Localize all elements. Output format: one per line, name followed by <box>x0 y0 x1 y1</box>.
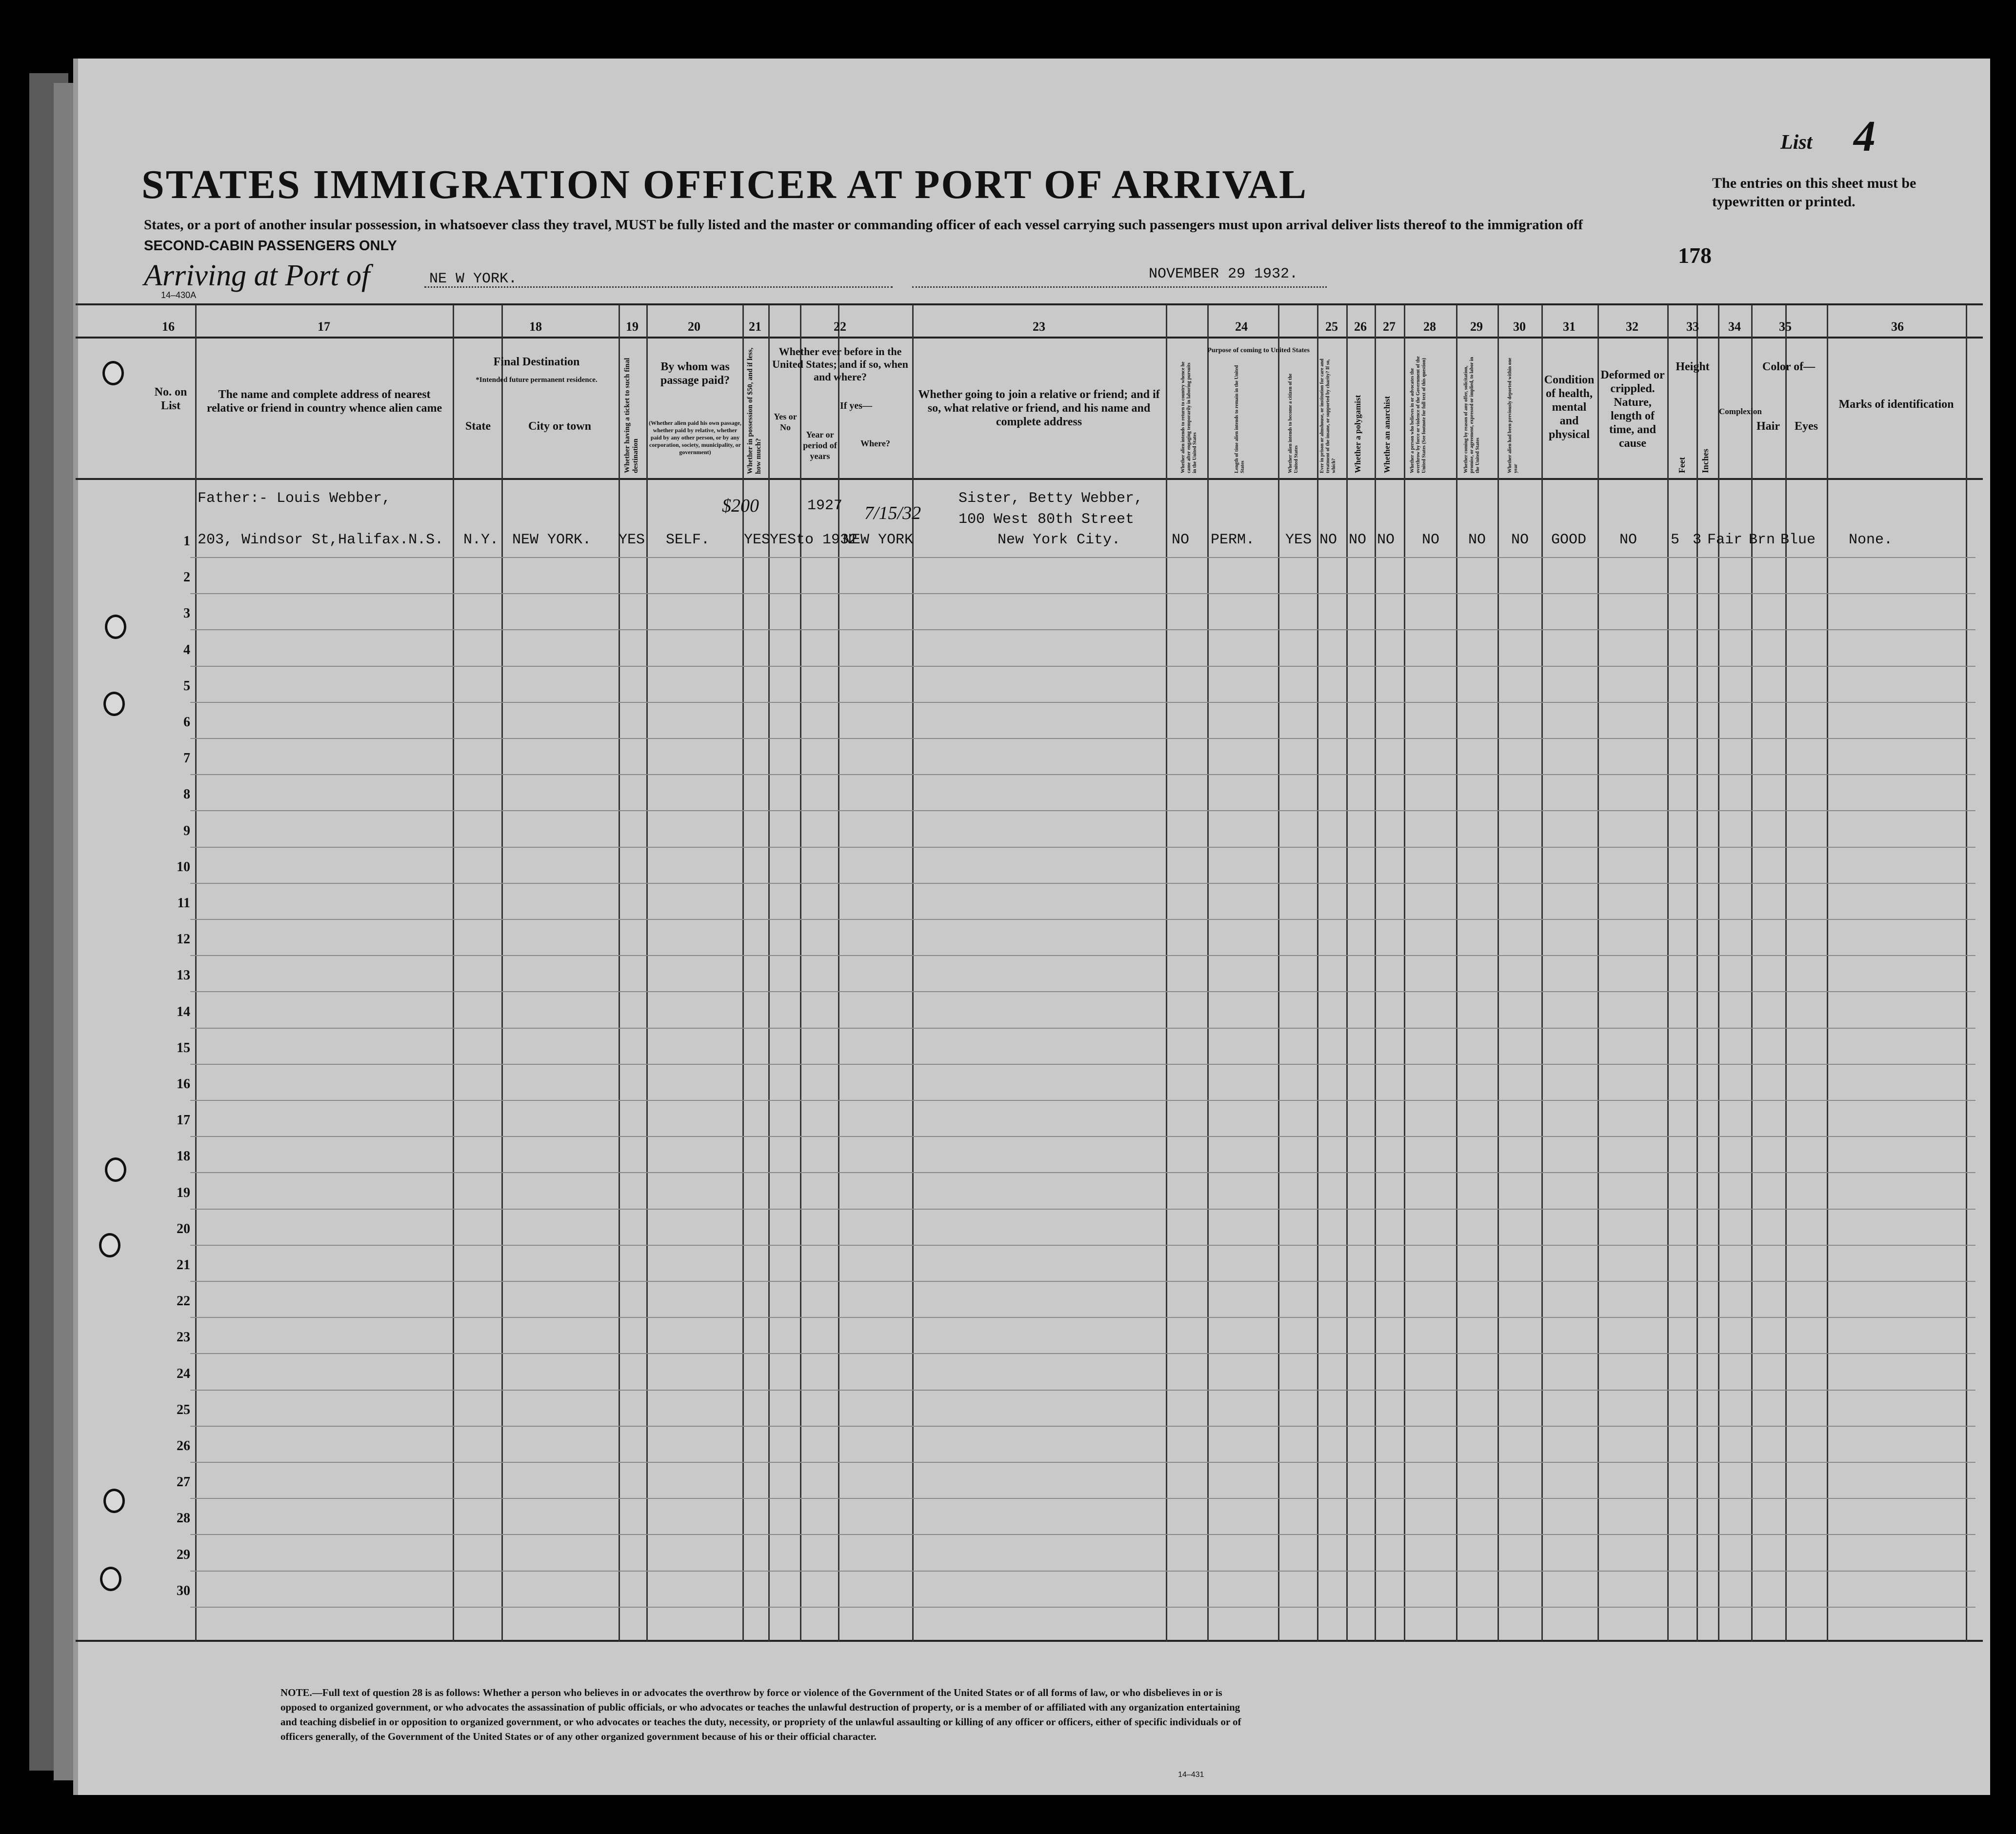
join-relative-street: 100 West 80th Street <box>958 511 1135 528</box>
column-divider <box>646 305 648 1641</box>
row-number: 8 <box>183 787 190 802</box>
row-rule <box>190 557 1976 558</box>
row-number: 26 <box>177 1438 190 1454</box>
column-divider <box>619 305 620 1641</box>
column-number: 19 <box>626 319 639 334</box>
row-rule <box>190 593 1976 594</box>
class-label: SECOND-CABIN PASSENGERS ONLY <box>144 238 397 254</box>
column-divider <box>501 305 503 1641</box>
column-divider <box>1751 305 1753 1641</box>
punch-hole <box>99 1233 120 1257</box>
handwritten-date: 7/15/32 <box>864 503 921 523</box>
row-number: 29 <box>177 1547 190 1562</box>
row-number: 10 <box>177 859 190 875</box>
column-number: 34 <box>1728 319 1741 334</box>
row-rule <box>190 1028 1976 1029</box>
column-divider <box>768 305 770 1641</box>
where-value: NEW YORK <box>843 532 914 548</box>
relative-name: Father:- Louis Webber, <box>198 490 391 507</box>
row-number: 27 <box>177 1475 190 1490</box>
punch-hole <box>100 1567 121 1591</box>
column-divider <box>453 305 454 1641</box>
column-number: 26 <box>1354 319 1367 334</box>
column-divider <box>195 305 197 1641</box>
column-divider <box>1346 305 1348 1641</box>
header-eyes: Eyes <box>1795 420 1818 433</box>
column-number: 20 <box>688 319 700 334</box>
length-value: PERM. <box>1211 532 1255 548</box>
row-rule <box>190 1209 1976 1210</box>
list-label: List <box>1780 131 1813 154</box>
complexion-value: Fair <box>1707 532 1743 548</box>
header-deported: Whether alien had been previously deported within one year <box>1507 358 1518 473</box>
header-ever-before: Whether ever before in the United States; and if so, when and where? <box>772 345 908 383</box>
row-rule <box>190 1172 1976 1173</box>
row-number: 30 <box>177 1583 190 1598</box>
row-rule <box>190 955 1976 956</box>
column-divider <box>1317 305 1318 1641</box>
row-rule <box>190 1571 1976 1572</box>
row-number: 4 <box>183 642 190 658</box>
header-no-on-list: No. on List <box>154 386 187 412</box>
footer-code: 14–431 <box>1178 1771 1204 1779</box>
deformed-value: NO <box>1619 532 1637 548</box>
header-polygamist: Whether a polygamist <box>1353 395 1362 473</box>
column-divider <box>1718 305 1719 1641</box>
destination-city: NEW YORK. <box>512 532 592 548</box>
arrival-date: NOVEMBER 29 1932. <box>1149 266 1298 282</box>
header-where: Where? <box>860 439 890 448</box>
column-divider <box>1541 305 1543 1641</box>
punch-hole <box>105 615 126 639</box>
column-number: 16 <box>162 319 175 334</box>
been-before-value: YES <box>770 532 797 548</box>
instructions-text: States, or a port of another insular possession, in whatsoever class they travel, MUST be fully listed and the master or commanding officer of each vessel carrying such passengers must upon arrival deliver lists thereof to the immigration off <box>144 217 1583 233</box>
row-number: 14 <box>177 1004 190 1019</box>
column-divider <box>1827 305 1828 1641</box>
row-rule <box>190 1390 1976 1391</box>
row-number: 13 <box>177 968 190 983</box>
punch-hole <box>103 1489 125 1513</box>
polygamist-value: NO <box>1349 532 1367 548</box>
row-rule <box>190 1317 1976 1318</box>
row-number: 23 <box>177 1330 190 1345</box>
row-number: 16 <box>177 1076 190 1092</box>
row-number: 9 <box>183 823 190 838</box>
row-rule <box>190 1281 1976 1282</box>
date-line <box>912 286 1327 288</box>
typewritten-note: The entries on this sheet must be typewritten or printed. <box>1712 175 1916 210</box>
port-value: NE W YORK. <box>429 271 518 287</box>
join-relative-name: Sister, Betty Webber, <box>958 490 1143 507</box>
column-number: 28 <box>1423 319 1436 334</box>
anarchist-value: NO <box>1377 532 1395 548</box>
row-rule <box>190 1136 1976 1137</box>
ticket-value: YES <box>619 532 645 548</box>
header-state: State <box>465 420 491 433</box>
row-number: 6 <box>183 715 190 730</box>
list-number: 4 <box>1854 112 1876 160</box>
row-number: 28 <box>177 1511 190 1526</box>
relative-address: 203, Windsor St,Halifax.N.S. <box>198 532 444 548</box>
column-divider <box>1697 305 1698 1641</box>
destination-state: N.Y. <box>463 532 499 548</box>
column-divider <box>1404 305 1405 1641</box>
deported-value: NO <box>1511 532 1529 548</box>
column-divider <box>1278 305 1279 1641</box>
column-divider <box>1667 305 1669 1641</box>
citizen-value: YES <box>1285 532 1312 548</box>
header-purpose-length: Length of time alien intends to remain in the United States <box>1234 365 1245 473</box>
column-number: 18 <box>529 319 542 334</box>
arriving-label: Arriving at Port of <box>144 259 370 292</box>
footnote: NOTE.—Full text of question 28 is as follows: Whether a person who believes in or advocates the overthrow by force or violence of the Government of the United States or of all forms of law, or who disbelieves in or is opposed to organized government, or who advocates the assassination of public officials, or who advocates or teaches the unlawful destruction of property, or is a member of or affiliated with any organization entertaining and teaching disbelief in or opposition to organized government, or who advocates or teaches the duty, necessity, or propriety of the unlawful assaulting or killing of any officer or officers, either of specific individuals or of officers generally, of the Government of the United States or of any other organized government because of his or their official character. <box>280 1687 1241 1742</box>
row-number: 19 <box>177 1185 190 1200</box>
row-number: 12 <box>177 932 190 947</box>
header-marks: Marks of identification <box>1838 398 1954 411</box>
header-feet: Feet <box>1677 457 1687 473</box>
header-final-destination: Final Destination <box>493 356 580 368</box>
prison-value: NO <box>1319 532 1337 548</box>
hair-value: Brn <box>1749 532 1776 548</box>
row-rule <box>190 702 1976 703</box>
column-number: 21 <box>749 319 761 334</box>
column-divider <box>1456 305 1457 1641</box>
header-purpose: Purpose of coming to United States <box>1207 347 1310 354</box>
row-rule <box>190 991 1976 992</box>
years-to: to 1932 <box>796 532 858 548</box>
column-divider <box>800 305 801 1641</box>
column-divider <box>1785 305 1787 1641</box>
height-feet: 5 <box>1671 532 1680 548</box>
column-divider <box>1166 305 1167 1641</box>
row-rule <box>190 1245 1976 1246</box>
row-rule <box>190 883 1976 884</box>
column-number: 30 <box>1513 319 1526 334</box>
marks-value: None. <box>1849 532 1893 548</box>
row-number: 18 <box>177 1149 190 1164</box>
row-number: 17 <box>177 1113 190 1128</box>
column-number: 22 <box>834 319 846 334</box>
column-number: 36 <box>1891 319 1904 334</box>
header-final-destination-sub: *Intended future permanent residence. <box>476 376 598 384</box>
header-yes-or-no: Yes or No <box>774 412 797 432</box>
column-number: 31 <box>1563 319 1576 334</box>
header-offers: Whether coming by reason of any offer, solicitation, promise, or agreement, expressed or implied, to labor in the United States <box>1463 357 1480 473</box>
header-purpose-return: Whether alien intends to return to country whence he came after engaging temporarily in laboring pursuits in the United States <box>1180 361 1198 473</box>
column-divider <box>1375 305 1376 1641</box>
row-rule <box>190 774 1976 775</box>
column-divider <box>1966 305 1967 1641</box>
header-condition: Condition of health, mental and physical <box>1544 374 1595 441</box>
possession-value: YES <box>744 532 771 548</box>
form-number: 14–430A <box>161 290 197 300</box>
row-rule <box>190 1498 1976 1499</box>
column-number: 32 <box>1626 319 1638 334</box>
offers-value: NO <box>1468 532 1486 548</box>
row-number: 5 <box>183 678 190 694</box>
column-number: 35 <box>1779 319 1792 334</box>
row-rule <box>190 1100 1976 1101</box>
column-number: 33 <box>1686 319 1699 334</box>
port-line <box>424 286 893 288</box>
header-height: Height <box>1676 360 1710 373</box>
header-by-whom-sub: (Whether alien paid his own passage, whether paid by relative, whether paid by any other person, or by any corporation, society, municipality, or government) <box>649 419 741 456</box>
row-rule <box>190 666 1976 667</box>
row-number: 21 <box>177 1257 190 1273</box>
column-divider <box>1597 305 1599 1641</box>
row-rule <box>190 629 1976 630</box>
row-number: 20 <box>177 1221 190 1236</box>
years-from: 1927 <box>807 498 843 514</box>
row-number: 2 <box>183 570 190 585</box>
row-rule <box>190 810 1976 811</box>
header-complexion: Complexion <box>1719 407 1762 416</box>
header-color-of: Color of— <box>1762 360 1816 373</box>
money-amount: $200 <box>722 496 759 516</box>
header-year-period: Year or period of years <box>803 430 837 461</box>
header-anarchist: Whether an anarchist <box>1382 396 1392 473</box>
eyes-value: Blue <box>1780 532 1816 548</box>
header-inches: Inches <box>1700 448 1710 473</box>
overthrow-value: NO <box>1422 532 1440 548</box>
return-value: NO <box>1172 532 1190 548</box>
header-city: City or town <box>528 420 591 433</box>
row-number: 7 <box>183 751 190 766</box>
row-rule <box>190 1607 1976 1608</box>
header-purpose-citizen: Whether alien intends to become a citizen of the United States <box>1288 373 1299 473</box>
row-rule <box>190 847 1976 848</box>
header-if-yes: If yes— <box>839 400 873 411</box>
column-divider <box>1207 305 1209 1641</box>
punch-hole <box>103 692 125 716</box>
page-title: STATES IMMIGRATION OFFICER AT PORT OF ARRIVAL <box>141 162 1308 207</box>
column-number: 25 <box>1325 319 1338 334</box>
header-deformed: Deformed or crippled. Nature, length of time, and cause <box>1600 369 1665 450</box>
column-number: 24 <box>1235 319 1248 334</box>
column-number: 23 <box>1033 319 1045 334</box>
punch-hole <box>102 361 124 385</box>
column-number: 27 <box>1383 319 1396 334</box>
row-number: 15 <box>177 1040 190 1056</box>
row-number: 22 <box>177 1294 190 1309</box>
row-rule <box>190 919 1976 920</box>
row-number: 24 <box>177 1366 190 1381</box>
row-rule <box>190 738 1976 739</box>
row-rule <box>190 1462 1976 1463</box>
column-number: 17 <box>318 319 330 334</box>
row-number: 25 <box>177 1402 190 1417</box>
join-relative-city: New York City. <box>998 532 1121 548</box>
paid-by-value: SELF. <box>666 532 710 548</box>
column-number: 29 <box>1470 319 1483 334</box>
row-number: 1 <box>183 534 190 549</box>
header-relative-address: The name and complete address of nearest relative or friend in country whence alien came <box>206 388 442 415</box>
punch-hole <box>105 1157 126 1182</box>
header-by-whom: By whom was passage paid? <box>660 360 730 387</box>
page-number: 178 <box>1678 243 1712 268</box>
header-possession: Whether in possession of $50, and if less, how much? <box>746 347 762 474</box>
row-rule <box>190 1353 1976 1354</box>
row-number: 3 <box>183 606 190 621</box>
row-rule <box>190 1064 1976 1065</box>
health-value: GOOD <box>1551 532 1587 548</box>
column-divider <box>1497 305 1499 1641</box>
header-ticket: Whether having a ticket to such final destination <box>623 358 639 473</box>
header-join-relative: Whether going to join a relative or friend; and if so, what relative or friend, and his name and complete address <box>918 388 1160 428</box>
height-inches: 3 <box>1693 532 1702 548</box>
row-rule <box>190 1426 1976 1427</box>
header-overthrow: Whether a person who believes in or advocates the overthrow by force or violence of the Government of the United States (See footnote for full text of this question) <box>1410 356 1427 473</box>
header-hair: Hair <box>1757 420 1780 433</box>
header-prison: Ever in prison or almshouse, or institution for care and treatment of the insane, or supported by charity? If so, which? <box>1319 359 1337 473</box>
row-rule <box>190 1534 1976 1535</box>
row-number: 11 <box>177 896 190 911</box>
